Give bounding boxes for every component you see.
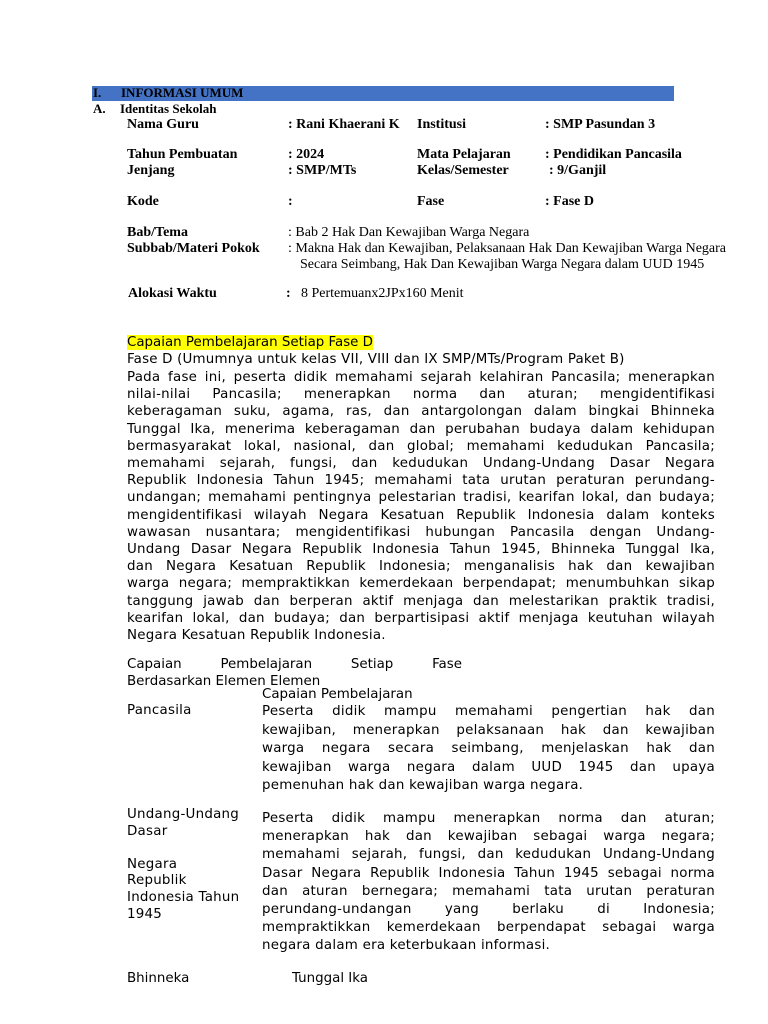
elemen-heading-word: Capaian	[127, 657, 182, 672]
capaian-elemen-line: menerapkan hak dan kewajiban sebagai warga negara;	[262, 829, 715, 845]
elemen-heading-word: Pembelajaran	[220, 657, 313, 672]
elemen-heading-word: Fase	[432, 657, 462, 672]
capaian-line: tanggung jawab dan berperan aktif menjaga dan melestarikan praktik tradisi,	[127, 593, 715, 609]
capaian-line: keberagaman suku, agama, ras, dan antargolongan dalam bingkai Bhinneka	[127, 404, 715, 420]
capaian-elemen-line: negara dalam era keterbukaan informasi.	[262, 938, 551, 954]
elemen-name-line: Dasar	[127, 823, 168, 839]
row1-elemen	[127, 703, 257, 720]
capaian-line: warga negara; mempraktikkan kemerdekaan berpendapat; menumbuhkan sikap	[127, 576, 715, 592]
capaian-elemen-line: memahami sejarah, fungsi, dan kedudukan Undang-Undang	[262, 847, 715, 863]
capaian-line: memahami sejarah, fungsi, dan kedudukan Undang-Undang Dasar Negara	[127, 456, 715, 472]
capaian-line: kearifan lokal, dan budaya; dan berpartisipasi aktif menjaga keutuhan wilayah	[127, 610, 715, 626]
capaian-heading-wrap	[127, 335, 373, 350]
kelas-value: : 9/Ganjil	[549, 163, 607, 178]
alokasi-label: Alokasi Waktu	[128, 286, 217, 301]
section-number: I.	[93, 85, 102, 100]
subbab-label: Subbab/Materi Pokok	[127, 241, 260, 256]
tahun-value: : 2024	[288, 147, 325, 162]
elemen-heading-line2-text: Berdasarkan Elemen	[127, 674, 266, 689]
subbab-value-line1: : Makna Hak dan Kewajiban, Pelaksanaan Hak Dan Kewajiban Warga Negara	[288, 241, 727, 256]
col-capaian-header: Capaian Pembelajaran	[262, 687, 413, 702]
jenjang-label: Jenjang	[127, 163, 175, 178]
mapel-label: Mata Pelajaran	[417, 147, 511, 162]
capaian-line: Negara Kesatuan Republik Indonesia.	[127, 628, 386, 644]
fase-value: : Fase D	[545, 194, 594, 209]
institusi-label: Institusi	[417, 117, 467, 132]
row1-capaian	[262, 703, 715, 796]
capaian-elemen-line: warga negara secara seimbang, menjelaskan hak dan	[262, 741, 715, 756]
elemen-name-line: Undang-Undang	[127, 807, 240, 822]
capaian-line: dan Negara Kesatuan Republik Indonesia; menganalisis hak dan kewajiban	[127, 559, 715, 575]
capaian-elemen-line: Dasar Negara Republik Indonesia Tahun 1945 sebagai norma	[262, 865, 715, 881]
elemen-name-line	[127, 840, 257, 857]
alokasi-value: 8 Pertemuanx2JPx160 Menit	[301, 286, 464, 301]
elemen-name-line: Negara	[127, 856, 178, 872]
mapel-value: : Pendidikan Pancasila	[545, 147, 682, 162]
subsection-title: Identitas Sekolah	[120, 101, 217, 116]
fase-label: Fase	[417, 194, 445, 209]
nama-guru-label: Nama Guru	[127, 117, 199, 132]
elemen-name-line: 1945	[127, 906, 163, 922]
kode-value: :	[288, 194, 293, 209]
elemen-heading-word: Setiap	[350, 657, 394, 672]
nama-guru-value: : Rani Khaerani K	[288, 117, 400, 132]
capaian-elemen-line: dan aturan bernegara; memahami tata urutan peraturan	[262, 883, 715, 899]
elemen-heading-line1	[127, 657, 462, 672]
jenjang-value: : SMP/MTs	[288, 163, 357, 178]
capaian-line: Undang Dasar Negara Republik Indonesia Tahun 1945, Bhinneka Tunggal Ika,	[127, 542, 715, 558]
capaian-line: Republik Indonesia Tahun 1945; memahami tata urutan peraturan perundang-	[127, 473, 715, 489]
capaian-line: mengidentifikasi wilayah Negara Kesatuan Republik Indonesia dalam konteks	[127, 507, 715, 523]
row3-elemen-part2: Tunggal Ika	[292, 971, 368, 986]
kode-label: Kode	[127, 194, 159, 209]
alokasi-colon: :	[286, 286, 291, 301]
row3-elemen-part1: Bhinneka	[127, 971, 190, 986]
capaian-elemen-line: perundang-undangan yang berlaku di Indonesia;	[262, 902, 715, 918]
elemen-name-line: Pancasila	[127, 703, 192, 718]
tahun-label: Tahun Pembuatan	[127, 147, 238, 162]
elemen-name-line: Indonesia Tahun	[127, 889, 240, 905]
col-elemen-header: Elemen	[270, 674, 321, 689]
subsection-letter: A.	[93, 101, 106, 116]
bab-label: Bab/Tema	[127, 225, 188, 240]
capaian-body	[127, 369, 715, 644]
bab-value: : Bab 2 Hak Dan Kewajiban Warga Negara	[288, 225, 530, 240]
subbab-value-line2: Secara Seimbang, Hak Dan Kewajiban Warga Negara dalam UUD 1945	[300, 257, 705, 272]
elemen-name-line: Republik	[127, 873, 187, 889]
capaian-elemen-line: Peserta didik mampu memahami pengertian hak dan	[262, 704, 715, 719]
capaian-elemen-line: kewajiban warga negara dalam UUD 1945 dan upaya	[262, 759, 715, 775]
section-title: INFORMASI UMUM	[121, 85, 244, 100]
capaian-line: nilai-nilai Pancasila; menerapkan norma dan aturan; mengidentifikasi	[127, 387, 715, 403]
capaian-line: wawasan nusantara; mengidentifikasi hubungan Pancasila dengan Undang-	[127, 524, 715, 540]
capaian-heading: Capaian Pembelajaran Setiap Fase D	[127, 335, 373, 350]
institusi-value: : SMP Pasundan 3	[545, 117, 656, 132]
capaian-line: Tunggal Ika, menerima keberagaman dan perubahan budaya dalam kehidupan	[127, 421, 715, 437]
capaian-elemen-line: Peserta didik mampu menerapkan norma dan aturan;	[262, 811, 715, 826]
capaian-elemen-line: kewajiban, menerapkan pelaksanaan hak dan kewajiban	[262, 722, 715, 738]
capaian-elemen-line: pemenuhan hak dan kewajiban warga negara.	[262, 778, 584, 793]
capaian-subheading: Fase D (Umumnya untuk kelas VII, VIII dan IX SMP/MTs/Program Paket B)	[127, 352, 625, 367]
capaian-elemen-line: mempraktikkan kemerdekaan berpendapat sebagai warga	[262, 920, 715, 936]
capaian-line: bermasyarakat lokal, nasional, dan global; memahami kedudukan Pancasila;	[127, 438, 715, 454]
row2-capaian	[262, 810, 715, 956]
kelas-label: Kelas/Semester	[417, 163, 509, 178]
capaian-line: undangan; memahami pentingnya pelestarian tradisi, kearifan lokal, dan budaya;	[127, 490, 715, 506]
capaian-line: Pada fase ini, peserta didik memahami sejarah kelahiran Pancasila; menerapkan	[127, 370, 715, 385]
row2-elemen	[127, 807, 257, 923]
